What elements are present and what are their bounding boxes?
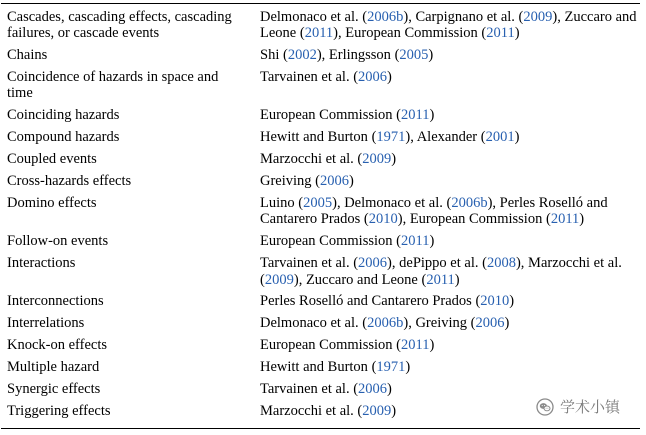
reference-year-link[interactable]: 2011 — [400, 107, 430, 124]
reference: dePippo et al. (2008) — [399, 255, 521, 272]
reference-year-link[interactable]: 2005 — [303, 194, 333, 211]
reference-authors: Alexander — [416, 129, 478, 146]
reference: European Commission (2011) — [409, 211, 585, 228]
reference-year-link[interactable]: 2011 — [426, 271, 455, 288]
reference-year-link[interactable]: 2006 — [358, 68, 388, 85]
reference: Tarvainen et al. (2006) — [260, 255, 392, 272]
reference-authors: Greiving — [260, 172, 312, 189]
reference-authors: European Commission — [260, 107, 393, 124]
reference-year-link[interactable]: 2001 — [485, 129, 515, 146]
reference: Perles Roselló and Cantarero Prados (2010) — [260, 293, 515, 310]
term-cell: Domino effects — [7, 194, 97, 211]
reference: Zuccaro and Leone (2011) — [260, 8, 637, 42]
table-row — [1, 378, 640, 400]
reference-year-link[interactable]: 2002 — [287, 47, 317, 64]
table-row — [1, 148, 640, 170]
reference-year-link[interactable]: 2006b — [451, 194, 488, 211]
reference-year-link[interactable]: 1971 — [376, 129, 406, 146]
reference-authors: European Commission — [409, 211, 543, 228]
reference: Marzocchi et al. (2009) — [260, 151, 397, 168]
reference: European Commission (2011) — [260, 337, 435, 354]
reference-year-link[interactable]: 2010 — [480, 293, 510, 310]
reference-authors: Zuccaro and Leone — [305, 271, 418, 288]
reference-authors: Delmonaco et al. — [260, 315, 359, 332]
watermark-text: 学术小镇 — [560, 398, 621, 416]
reference-year-link[interactable]: 2006 — [358, 380, 388, 397]
reference-year-link[interactable]: 2008 — [486, 255, 516, 272]
reference: Zuccaro and Leone (2011) — [305, 271, 460, 288]
reference-authors: Tarvainen et al. — [260, 255, 350, 272]
references-cell: Tarvainen et al. (2006), dePippo et al. (2008), Marzocchi et al. (2009), Zuccaro and Leone (2011) — [260, 255, 622, 288]
reference-authors: European Commission — [345, 25, 478, 42]
table-row — [1, 291, 640, 313]
reference-year-link[interactable]: 2009 — [362, 402, 392, 419]
references-cell — [260, 231, 640, 253]
reference-year-link[interactable]: 2009 — [362, 151, 392, 168]
table-row — [1, 313, 640, 335]
reference: Greiving (2006) — [260, 172, 354, 189]
reference: Marzocchi et al. (2009) — [260, 402, 397, 419]
table-row — [1, 252, 640, 290]
reference: Perles Roselló and Cantarero Prados (2010) — [260, 194, 608, 228]
reference: European Commission (2011) — [260, 107, 435, 124]
reference: Erlingsson (2005) — [328, 47, 434, 64]
reference: Carpignano et al. (2009) — [415, 8, 558, 25]
references-cell: Shi (2002), Erlingsson (2005) — [260, 47, 434, 64]
reference: Luino (2005) — [260, 194, 337, 211]
reference-authors: European Commission — [260, 337, 393, 354]
references-cell: Hewitt and Burton (1971), Alexander (2001) — [260, 129, 520, 146]
reference-authors: Marzocchi et al. — [528, 255, 622, 272]
reference-authors: Zuccaro and Leone — [260, 8, 637, 42]
reference-year-link[interactable]: 2005 — [399, 47, 429, 64]
references-cell: Delmonaco et al. (2006b), Carpignano et al. (2009), Zuccaro and Leone (2011), European Commission (2011) — [260, 8, 637, 42]
references-cell — [260, 291, 640, 313]
term-cell: Synergic effects — [7, 380, 101, 397]
reference-authors: Tarvainen et al. — [260, 380, 350, 397]
term-cell: Cascades, cascading effects, cascading failures, or cascade events — [7, 8, 232, 42]
reference-year-link[interactable]: 2006 — [475, 315, 505, 332]
table-row — [1, 335, 640, 357]
reference: Hewitt and Burton (1971) — [260, 359, 411, 376]
reference-authors: Marzocchi et al. — [260, 151, 354, 168]
watermark — [536, 398, 620, 416]
table-row — [1, 105, 640, 127]
reference-year-link[interactable]: 2006b — [367, 315, 404, 332]
table-row — [1, 170, 640, 192]
table-row — [1, 192, 640, 230]
reference-year-link[interactable]: 2011 — [486, 25, 515, 42]
reference-year-link[interactable]: 2009 — [523, 8, 553, 25]
reference-authors: Marzocchi et al. — [260, 402, 354, 419]
reference-authors: dePippo et al. — [399, 255, 479, 272]
table-row — [1, 127, 640, 149]
term-cell: Coupled events — [7, 151, 97, 168]
reference-year-link[interactable]: 2011 — [304, 25, 334, 42]
references-cell — [260, 356, 640, 378]
term-cell: Follow-on events — [7, 233, 109, 250]
references-cell — [260, 170, 640, 192]
term-cell: Interactions — [7, 255, 76, 272]
term-cell: Compound hazards — [7, 129, 120, 146]
references-cell — [260, 66, 640, 104]
reference: Greiving (2006) — [415, 315, 510, 332]
term-cell: Coinciding hazards — [7, 107, 120, 124]
term-cell: Knock-on effects — [7, 337, 107, 354]
reference: Delmonaco et al. (2006b) — [344, 194, 493, 211]
reference-authors: Luino — [260, 194, 295, 211]
reference: European Commission (2011) — [345, 25, 520, 42]
table-row — [1, 4, 640, 44]
table-row — [1, 44, 640, 66]
reference-year-link[interactable]: 2009 — [264, 271, 294, 288]
references-cell — [260, 105, 640, 127]
reference-year-link[interactable]: 2011 — [400, 337, 430, 354]
reference-authors: Shi — [260, 47, 280, 64]
reference: Hewitt and Burton (1971) — [260, 129, 411, 146]
reference: Marzocchi et al. (2009) — [260, 255, 622, 288]
reference-year-link[interactable]: 2006b — [367, 8, 404, 25]
references-cell — [260, 335, 640, 357]
table-row — [1, 356, 640, 378]
reference-year-link[interactable]: 2011 — [550, 211, 580, 228]
term-cell: Multiple hazard — [7, 359, 100, 376]
reference-authors: Carpignano et al. — [415, 8, 515, 25]
reference-authors: Greiving — [415, 315, 467, 332]
term-cell: Interconnections — [7, 293, 104, 310]
wechat-icon — [536, 398, 554, 416]
reference: Tarvainen et al. (2006) — [260, 380, 392, 397]
references-cell: Luino (2005), Delmonaco et al. (2006b), Perles Roselló and Cantarero Prados (2010), European Commission (2011) — [260, 194, 608, 228]
term-cell: Triggering effects — [7, 402, 111, 419]
term-cell: Interrelations — [7, 315, 85, 332]
reference: Delmonaco et al. (2006b) — [260, 315, 409, 332]
references-cell — [260, 378, 640, 400]
reference-authors: Perles Roselló and Cantarero Prados — [260, 194, 608, 228]
term-cell: Cross-hazards effects — [7, 172, 132, 189]
reference: Alexander (2001) — [416, 129, 520, 146]
reference-authors: Perles Roselló and Cantarero Prados — [260, 293, 472, 310]
table-row — [1, 66, 640, 104]
reference: Shi (2002) — [260, 47, 322, 64]
reference: Tarvainen et al. (2006) — [260, 68, 392, 85]
reference-authors: Tarvainen et al. — [260, 68, 350, 85]
table-row — [1, 231, 640, 253]
reference: Delmonaco et al. (2006b) — [260, 8, 409, 25]
reference-authors: Delmonaco et al. — [344, 194, 443, 211]
references-cell: Delmonaco et al. (2006b), Greiving (2006) — [260, 315, 510, 332]
reference-authors: Delmonaco et al. — [260, 8, 359, 25]
reference-year-link[interactable]: 2006 — [358, 255, 388, 272]
terminology-table — [1, 3, 640, 429]
reference-year-link[interactable]: 2011 — [400, 233, 430, 250]
references-cell — [260, 148, 640, 170]
reference-year-link[interactable]: 2006 — [320, 172, 350, 189]
reference-authors: Hewitt and Burton — [260, 359, 368, 376]
term-cell: Coincidence of hazards in space and time — [7, 68, 219, 102]
reference-authors: Hewitt and Burton — [260, 129, 368, 146]
reference-authors: European Commission — [260, 233, 393, 250]
reference: European Commission (2011) — [260, 233, 435, 250]
reference-authors: Erlingsson — [328, 47, 391, 64]
reference-year-link[interactable]: 1971 — [376, 359, 406, 376]
reference-year-link[interactable]: 2010 — [368, 211, 398, 228]
term-cell: Chains — [7, 47, 48, 64]
